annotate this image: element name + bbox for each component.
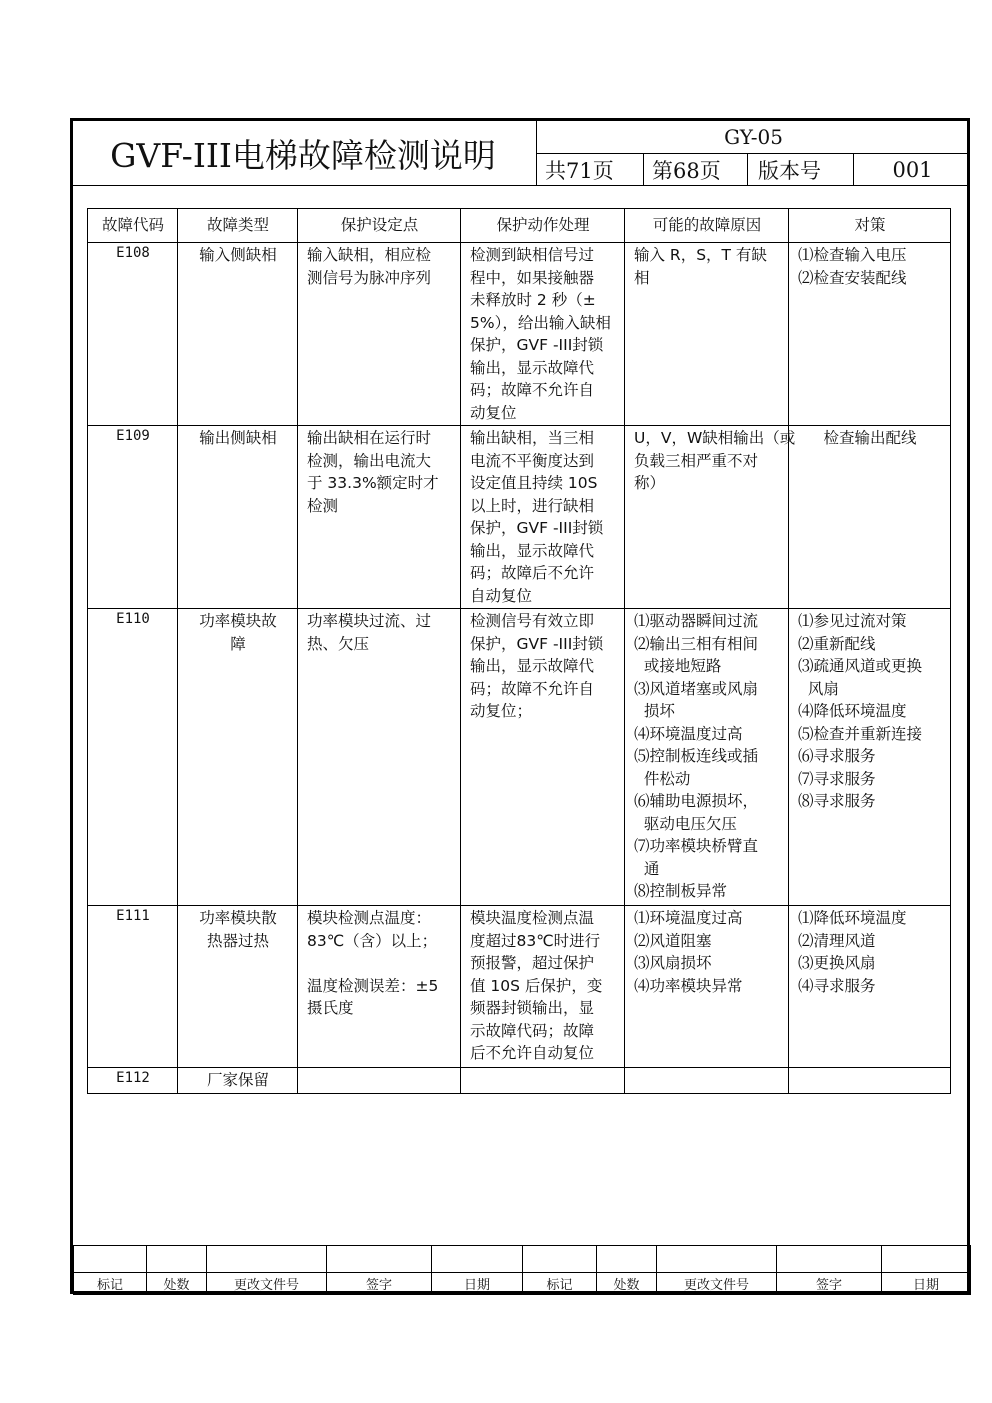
- measures-line: ⑵清理风道: [798, 931, 876, 950]
- action-line: 度超过83℃时进行: [470, 931, 601, 950]
- action-line: 频器封锁输出，显: [470, 999, 595, 1017]
- fault-type-cell: [178, 609, 298, 906]
- fault-type-cell: [178, 1068, 298, 1094]
- measures-line: ⑴参见过流对策: [798, 612, 907, 630]
- fault-type-cell: [178, 426, 298, 609]
- label-signature: 签字: [327, 1273, 432, 1295]
- action-cell: [461, 906, 625, 1068]
- fault-type-line: 障: [230, 634, 246, 653]
- causes-line: 驱动电压欠压: [634, 814, 737, 833]
- causes-line: 或接地短路: [634, 657, 722, 675]
- fault-table: [87, 208, 951, 1094]
- label-count: 处数: [147, 1273, 207, 1295]
- causes-line: ⑷环境温度过高: [634, 724, 743, 743]
- fault-type-line: 输入侧缺相: [199, 246, 277, 264]
- header-info-block: [536, 121, 970, 185]
- action-line: 输出缺相，当三相: [470, 429, 595, 447]
- measures-line: ⑵重新配线: [798, 634, 876, 653]
- causes-line: ⑷功率模块异常: [634, 976, 743, 995]
- action-line: 未释放时 2 秒（±: [470, 291, 596, 309]
- revision-label-row: [74, 1273, 971, 1295]
- causes-cell: [625, 426, 796, 609]
- fault-code-cell: E111: [88, 906, 178, 1068]
- fault-type-cell: [178, 243, 298, 426]
- label-date: 日期: [882, 1273, 971, 1295]
- label-mark: 标记: [74, 1273, 147, 1295]
- fault-type-cell: [178, 906, 298, 1068]
- table-header-row: [88, 209, 951, 243]
- causes-line: ⑴环境温度过高: [634, 909, 743, 927]
- revision-cell: [327, 1246, 432, 1273]
- setpoint-line: 83℃（含）以上；: [307, 931, 438, 950]
- action-line: 动复位: [470, 403, 517, 422]
- action-line: 值 10S 后保护，变: [470, 976, 603, 995]
- causes-line: ⑵输出三相有相间: [634, 634, 759, 653]
- label-mark: 标记: [523, 1273, 597, 1295]
- measures-line: ⑶更换风扇: [798, 954, 876, 972]
- action-line: 设定值且持续 10S: [470, 474, 598, 492]
- setpoint-line: [307, 952, 452, 975]
- measures-cell: [789, 609, 951, 906]
- table-row: [88, 609, 951, 906]
- fault-code-cell: E109: [88, 426, 178, 609]
- revision-cell: [74, 1246, 147, 1273]
- revision-blank-row: [74, 1246, 971, 1273]
- action-line: 码；故障不允许自: [470, 381, 595, 399]
- causes-line: 通: [634, 859, 660, 878]
- measures-cell: [789, 243, 951, 426]
- fault-code-cell: E112: [88, 1068, 178, 1094]
- action-cell: [461, 426, 625, 609]
- fault-type-line: 厂家保留: [206, 1071, 269, 1089]
- fault-type-line: 功率模块故: [199, 612, 277, 630]
- setpoint-line: 模块检测点温度：: [307, 909, 432, 927]
- table-row: [88, 426, 951, 609]
- measures-line: ⑺寻求服务: [798, 769, 876, 788]
- fault-type-line: 功率模块散: [199, 909, 277, 927]
- document-title: GVF-III电梯故障检测说明: [110, 135, 496, 175]
- causes-line: 损坏: [634, 702, 675, 720]
- measures-line: ⑶疏通风道或更换: [798, 657, 923, 675]
- fault-code-cell: E110: [88, 609, 178, 906]
- version-value: 001: [853, 154, 971, 185]
- setpoint-cell: [298, 906, 461, 1068]
- measures-line: ⑻寻求服务: [798, 792, 876, 810]
- causes-line: ⑴驱动器瞬间过流: [634, 612, 759, 630]
- revision-cell: [147, 1246, 207, 1273]
- action-cell: [461, 243, 625, 426]
- action-line: 示故障代码；故障: [470, 1021, 595, 1040]
- action-line: 自动复位: [470, 586, 533, 605]
- action-line: 模块温度检测点温: [470, 909, 595, 927]
- measures-line: 风扇: [798, 679, 839, 698]
- revision-cell: [882, 1246, 971, 1273]
- setpoint-cell: [298, 243, 461, 426]
- action-line: 输出，显示故障代: [470, 541, 595, 560]
- measures-line: ⑹寻求服务: [798, 747, 876, 765]
- setpoint-line: 输出缺相在运行时: [307, 429, 432, 447]
- label-signature: 签字: [777, 1273, 882, 1295]
- measures-line: ⑷降低环境温度: [798, 702, 907, 720]
- label-date: 日期: [432, 1273, 523, 1295]
- action-line: 保护，GVF -III封锁: [470, 336, 604, 354]
- causes-line: 输入 R，S，T 有缺: [634, 246, 767, 264]
- setpoint-line: 温度检测误差：±5: [307, 976, 439, 995]
- causes-line: ⑸控制板连线或插: [634, 747, 759, 765]
- action-line: 检测信号有效立即: [470, 612, 595, 630]
- action-line: 动复位；: [470, 702, 533, 720]
- action-line: 预报警，超过保护: [470, 954, 595, 972]
- measures-line: ⑴降低环境温度: [798, 909, 907, 927]
- revision-cell: [207, 1246, 327, 1273]
- action-line: 保护，GVF -III封锁: [470, 634, 604, 653]
- action-cell: [461, 609, 625, 906]
- setpoint-line: 检测，输出电流大: [307, 451, 432, 470]
- setpoint-line: 输入缺相，相应检: [307, 246, 432, 264]
- header-divider: [70, 185, 970, 186]
- action-line: 检测到缺相信号过: [470, 246, 595, 264]
- fault-type-line: 输出侧缺相: [199, 429, 277, 447]
- revision-cell: [523, 1246, 597, 1273]
- setpoint-line: 功率模块过流、过: [307, 612, 432, 630]
- revision-cell: [777, 1246, 882, 1273]
- causes-line: 件松动: [634, 769, 691, 788]
- fault-type-line: 热器过热: [206, 931, 269, 950]
- revision-cell: [597, 1246, 657, 1273]
- version-label: 版本号: [747, 154, 853, 185]
- causes-cell: [625, 609, 789, 906]
- setpoint-cell: [298, 426, 461, 609]
- action-line: 保护，GVF -III封锁: [470, 519, 604, 537]
- causes-line: 负载三相严重不对: [634, 451, 759, 470]
- measures-line: ⑵检查安装配线: [798, 268, 907, 287]
- setpoint-line: 检测: [307, 496, 339, 515]
- revision-cell: [432, 1246, 523, 1273]
- causes-line: ⑹辅助电源损坏，: [634, 792, 759, 810]
- table-row: [88, 906, 951, 1068]
- fault-code-cell: E108: [88, 243, 178, 426]
- action-line: 以上时，进行缺相: [470, 496, 595, 515]
- action-line: 5%），给出输入缺相: [470, 313, 611, 332]
- setpoint-line: 于 33.3%额定时才: [307, 474, 439, 492]
- setpoint-cell: [298, 609, 461, 906]
- causes-line: ⑶风道堵塞或风扇: [634, 679, 759, 698]
- setpoint-line: 热、欠压: [307, 634, 370, 653]
- measures-cell: [789, 906, 951, 1068]
- action-line: 码；故障后不允许: [470, 564, 595, 582]
- header-measures: 对策: [789, 209, 951, 243]
- causes-line: ⑵风道阻塞: [634, 931, 712, 950]
- action-line: 输出，显示故障代: [470, 657, 595, 675]
- measures-cell: [789, 426, 951, 609]
- table-row: [88, 1068, 951, 1094]
- causes-line: ⑺功率模块桥臂直: [634, 837, 759, 855]
- label-change-doc: 更改文件号: [657, 1273, 777, 1295]
- page-number: 第68页: [643, 154, 747, 185]
- action-cell: [461, 1068, 625, 1094]
- measures-line: ⑷寻求服务: [798, 976, 876, 995]
- measures-line: ⑴检查输入电压: [798, 246, 907, 264]
- causes-line: 称）: [634, 474, 666, 492]
- doc-code: GY-05: [537, 121, 970, 154]
- setpoint-line: 摄氏度: [307, 999, 354, 1017]
- measures-cell: [789, 1068, 951, 1094]
- action-line: 后不允许自动复位: [470, 1044, 595, 1062]
- setpoint-line: 测信号为脉冲序列: [307, 268, 432, 287]
- causes-line: 相: [634, 268, 650, 287]
- measures-line: ⑸检查并重新连接: [798, 724, 923, 743]
- table-row: [88, 243, 951, 426]
- header-fault-type: 故障类型: [178, 209, 298, 243]
- header-causes: 可能的故障原因: [625, 209, 789, 243]
- setpoint-cell: [298, 1068, 461, 1094]
- causes-cell: [625, 906, 789, 1068]
- revision-table: [73, 1245, 971, 1295]
- header-fault-code: 故障代码: [88, 209, 178, 243]
- label-change-doc: 更改文件号: [207, 1273, 327, 1295]
- causes-cell: [625, 1068, 789, 1094]
- causes-line: ⑶风扇损坏: [634, 954, 712, 972]
- causes-line: ⑻控制板异常: [634, 882, 728, 900]
- causes-cell: [625, 243, 789, 426]
- causes-line: U，V，W缺相输出（或: [634, 429, 796, 447]
- revision-cell: [657, 1246, 777, 1273]
- action-line: 输出，显示故障代: [470, 358, 595, 377]
- label-count: 处数: [597, 1273, 657, 1295]
- action-line: 码；故障不允许自: [470, 679, 595, 698]
- header-setpoint: 保护设定点: [298, 209, 461, 243]
- action-line: 程中，如果接触器: [470, 268, 595, 287]
- header-action: 保护动作处理: [461, 209, 625, 243]
- measures-line: 检查输出配线: [823, 429, 917, 447]
- total-pages: 共71页: [545, 158, 614, 183]
- action-line: 电流不平衡度达到: [470, 451, 595, 470]
